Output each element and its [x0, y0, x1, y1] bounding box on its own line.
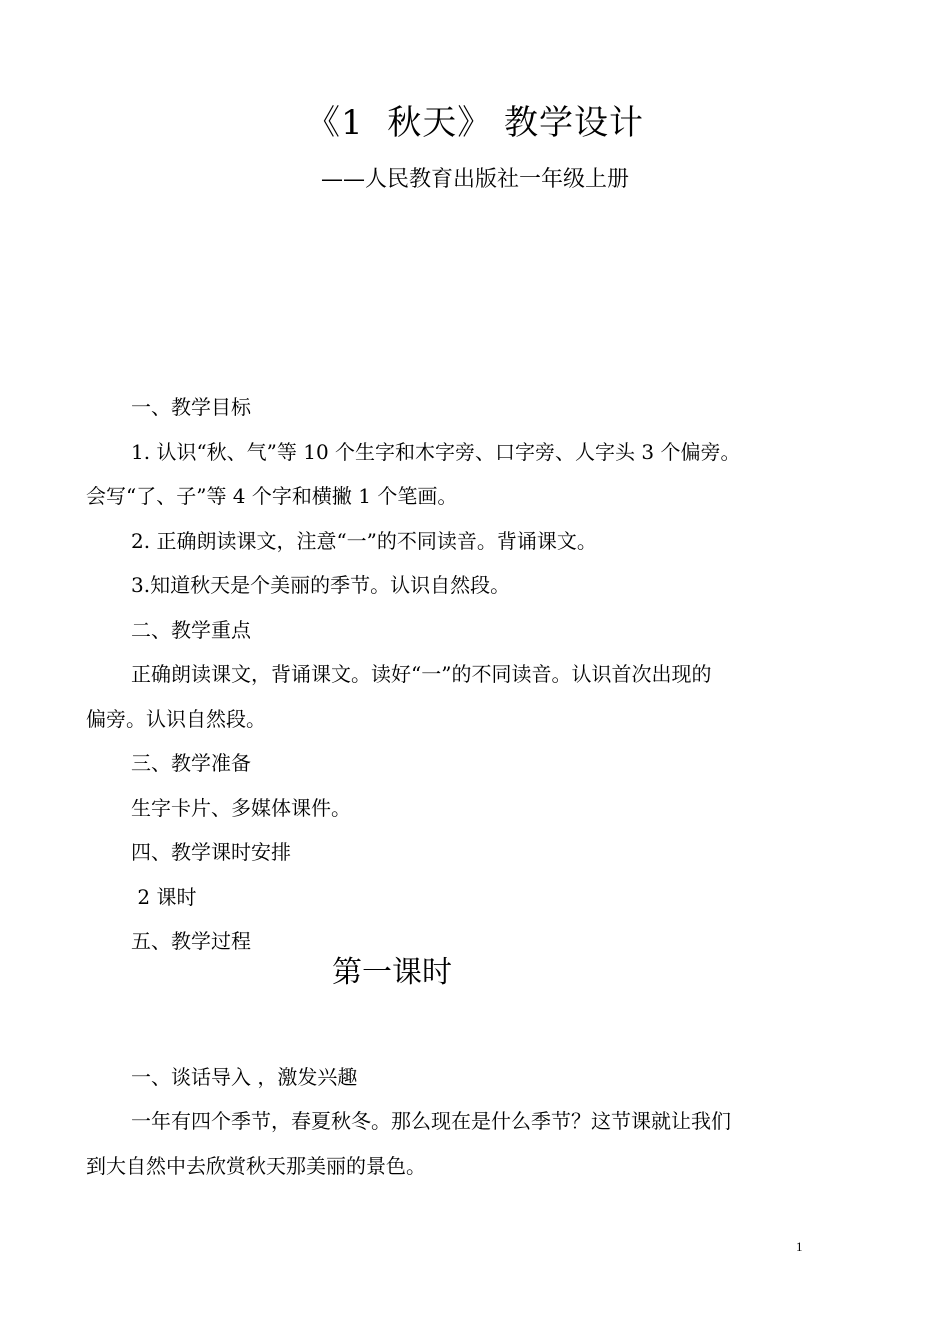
objective-1-line-2: 会写“了、子”等 4 个字和横撇 1 个笔画。 [86, 484, 458, 508]
intro-line-1: 一年有四个季节，春夏秋冬。那么现在是什么季节？这节课就让我们 [131, 1109, 731, 1133]
schedule-text: 2 课时 [131, 885, 197, 909]
objectives-heading: 一、教学目标 [131, 395, 251, 419]
document-title: 《1 秋天》 教学设计 [305, 103, 645, 143]
process-heading: 五、教学过程 [131, 929, 251, 953]
objective-2: 2. 正确朗读课文，注意“一”的不同读音。背诵课文。 [131, 529, 597, 553]
objective-3: 3.知道秋天是个美丽的季节。认识自然段。 [131, 573, 511, 597]
preparation-heading: 三、教学准备 [131, 751, 251, 775]
key-points-heading: 二、教学重点 [131, 618, 251, 642]
intro-heading: 一、谈话导入 ，激发兴趣 [131, 1065, 358, 1089]
key-points-line-1: 正确朗读课文，背诵课文。读好“一”的不同读音。认识首次出现的 [131, 662, 712, 686]
document-subtitle: ——人民教育出版社一年级上册 [320, 167, 629, 192]
intro-line-2: 到大自然中去欣赏秋天那美丽的景色。 [86, 1154, 426, 1178]
objective-1-line-1: 1. 认识“秋、气”等 10 个生字和木字旁、口字旁、人字头 3 个偏旁。 [131, 440, 741, 464]
schedule-heading: 四、教学课时安排 [131, 840, 291, 864]
lesson-one-heading: 第一课时 [332, 955, 452, 990]
page-number: 1 [796, 1239, 803, 1254]
key-points-line-2: 偏旁。认识自然段。 [86, 707, 266, 731]
preparation-text: 生字卡片、多媒体课件。 [131, 796, 351, 820]
